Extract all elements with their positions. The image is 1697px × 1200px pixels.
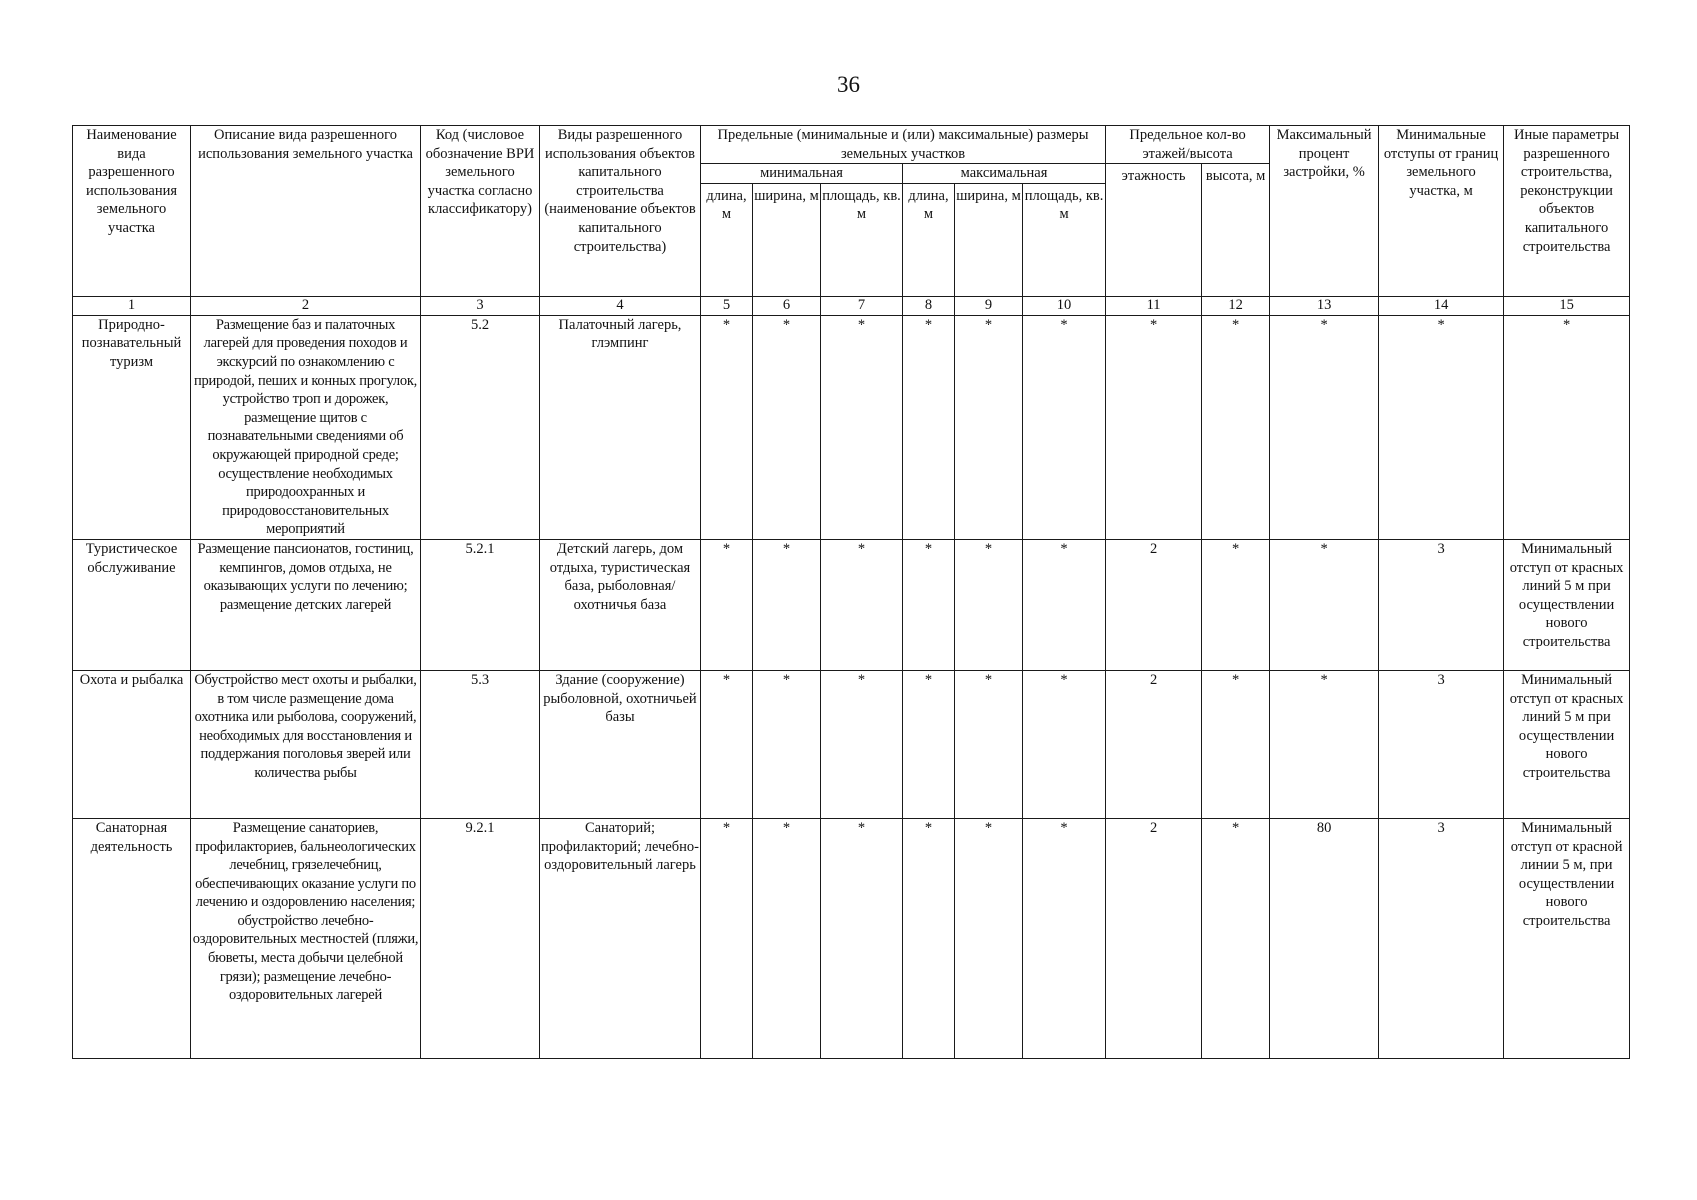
use-name-cell: Туристическое обслуживание	[73, 539, 191, 670]
min-setback-cell: 3	[1379, 818, 1504, 1058]
min-area-cell: *	[821, 818, 903, 1058]
header-use-name: Наименование вида разрешенного использования земельного участка	[73, 126, 191, 297]
header-max-percent: Максимальный процент застройки, %	[1270, 126, 1379, 297]
header-max-width: ширина, м	[955, 183, 1023, 296]
use-name-cell: Санаторная деятельность	[73, 818, 191, 1058]
header-other-params: Иные параметры разрешенного строительства, реконструкции объектов капитального строительства	[1504, 126, 1630, 297]
table-header	[73, 126, 1630, 316]
table-row	[73, 539, 1630, 670]
height-cell: *	[1202, 818, 1270, 1058]
column-number: 9	[955, 296, 1023, 315]
header-floors: этажность	[1106, 164, 1202, 297]
max-area-cell: *	[1023, 818, 1106, 1058]
header-floors-group: Предельное кол-во этажей/высота	[1106, 126, 1270, 164]
use-name-cell: Природно-познавательный туризм	[73, 315, 191, 539]
other-params-cell: Минимальный отступ от красных линий 5 м при осуществлении нового строительства	[1504, 670, 1630, 818]
header-min-area: площадь, кв. м	[821, 183, 903, 296]
header-plot-sizes-group: Предельные (минимальные и (или) максимальные) размеры земельных участков	[701, 126, 1106, 164]
column-number: 4	[540, 296, 701, 315]
column-number: 11	[1106, 296, 1202, 315]
max-percent-cell: *	[1270, 539, 1379, 670]
max-percent-cell: *	[1270, 315, 1379, 539]
max-area-cell: *	[1023, 670, 1106, 818]
header-max-group: максимальная	[903, 164, 1106, 184]
min-width-cell: *	[753, 670, 821, 818]
max-area-cell: *	[1023, 315, 1106, 539]
use-code-cell: 9.2.1	[421, 818, 540, 1058]
min-width-cell: *	[753, 539, 821, 670]
min-setback-cell: 3	[1379, 670, 1504, 818]
header-min-group: минимальная	[701, 164, 903, 184]
column-numbers-row	[73, 296, 1630, 315]
other-params-cell: *	[1504, 315, 1630, 539]
column-number: 12	[1202, 296, 1270, 315]
floors-cell: 2	[1106, 670, 1202, 818]
max-width-cell: *	[955, 818, 1023, 1058]
page-number: 36	[837, 72, 860, 97]
max-length-cell: *	[903, 539, 955, 670]
min-length-cell: *	[701, 539, 753, 670]
min-area-cell: *	[821, 670, 903, 818]
use-description-cell: Размещение санаториев, профилакториев, бальнеологических лечебниц, грязелечебниц, обеспечивающих оказание услуги по лечению и оздоровлению населения; обустройство лечебно-оздоровительных местностей (пляжи, бюветы, места добычи целебной грязи); размещение лечебно-оздоровительных лагерей	[191, 818, 421, 1058]
column-number: 15	[1504, 296, 1630, 315]
table-body	[73, 315, 1630, 1058]
height-cell: *	[1202, 670, 1270, 818]
use-code-cell: 5.2	[421, 315, 540, 539]
other-params-cell: Минимальный отступ от красной линии 5 м, при осуществлении нового строительства	[1504, 818, 1630, 1058]
table-row	[73, 670, 1630, 818]
header-max-length: длина, м	[903, 183, 955, 296]
max-length-cell: *	[903, 670, 955, 818]
min-area-cell: *	[821, 539, 903, 670]
column-number: 13	[1270, 296, 1379, 315]
use-name-cell: Охота и рыбалка	[73, 670, 191, 818]
column-number: 2	[191, 296, 421, 315]
column-number: 5	[701, 296, 753, 315]
floors-cell: 2	[1106, 539, 1202, 670]
max-width-cell: *	[955, 670, 1023, 818]
min-width-cell: *	[753, 315, 821, 539]
min-width-cell: *	[753, 818, 821, 1058]
min-setback-cell: 3	[1379, 539, 1504, 670]
header-building-uses: Виды разрешенного использования объектов капитального строительства (наименование объектов капитального строительства)	[540, 126, 701, 297]
header-use-description: Описание вида разрешенного использования земельного участка	[191, 126, 421, 297]
max-percent-cell: 80	[1270, 818, 1379, 1058]
max-width-cell: *	[955, 315, 1023, 539]
header-use-code: Код (числовое обозначение ВРИ земельного участка согласно классификатору)	[421, 126, 540, 297]
header-min-length: длина, м	[701, 183, 753, 296]
height-cell: *	[1202, 315, 1270, 539]
max-percent-cell: *	[1270, 670, 1379, 818]
other-params-cell: Минимальный отступ от красных линий 5 м при осуществлении нового строительства	[1504, 539, 1630, 670]
regulations-table	[72, 125, 1630, 1059]
use-description-cell: Размещение баз и палаточных лагерей для проведения походов и экскурсий по ознакомлению с природой, пеших и конных прогулок, устройство троп и дорожек, размещение щитов с познавательными сведениями об окружающей природной среде; осуществление необходимых природоохранных и природовосстановительных мероприятий	[191, 315, 421, 539]
max-length-cell: *	[903, 315, 955, 539]
min-length-cell: *	[701, 818, 753, 1058]
min-length-cell: *	[701, 315, 753, 539]
column-number: 6	[753, 296, 821, 315]
column-number: 3	[421, 296, 540, 315]
building-uses-cell: Санаторий; профилакторий; лечебно-оздоровительный лагерь	[540, 818, 701, 1058]
use-description-cell: Размещение пансионатов, гостиниц, кемпингов, домов отдыха, не оказывающих услуги по лечению; размещение детских лагерей	[191, 539, 421, 670]
column-number: 7	[821, 296, 903, 315]
max-width-cell: *	[955, 539, 1023, 670]
table-row	[73, 315, 1630, 539]
column-number: 10	[1023, 296, 1106, 315]
header-min-setback: Минимальные отступы от границ земельного участка, м	[1379, 126, 1504, 297]
use-code-cell: 5.2.1	[421, 539, 540, 670]
floors-cell: *	[1106, 315, 1202, 539]
min-length-cell: *	[701, 670, 753, 818]
building-uses-cell: Детский лагерь, дом отдыха, туристическая база, рыболовная/охотничья база	[540, 539, 701, 670]
header-height: высота, м	[1202, 164, 1270, 297]
header-max-area: площадь, кв. м	[1023, 183, 1106, 296]
min-setback-cell: *	[1379, 315, 1504, 539]
building-uses-cell: Палаточный лагерь, глэмпинг	[540, 315, 701, 539]
column-number: 1	[73, 296, 191, 315]
use-description-cell: Обустройство мест охоты и рыбалки, в том числе размещение дома охотника или рыболова, сооружений, необходимых для восстановления и поддержания поголовья зверей или количества рыбы	[191, 670, 421, 818]
max-area-cell: *	[1023, 539, 1106, 670]
column-number: 14	[1379, 296, 1504, 315]
floors-cell: 2	[1106, 818, 1202, 1058]
height-cell: *	[1202, 539, 1270, 670]
use-code-cell: 5.3	[421, 670, 540, 818]
min-area-cell: *	[821, 315, 903, 539]
header-min-width: ширина, м	[753, 183, 821, 296]
building-uses-cell: Здание (сооружение) рыболовной, охотничьей базы	[540, 670, 701, 818]
max-length-cell: *	[903, 818, 955, 1058]
table-row	[73, 818, 1630, 1058]
column-number: 8	[903, 296, 955, 315]
